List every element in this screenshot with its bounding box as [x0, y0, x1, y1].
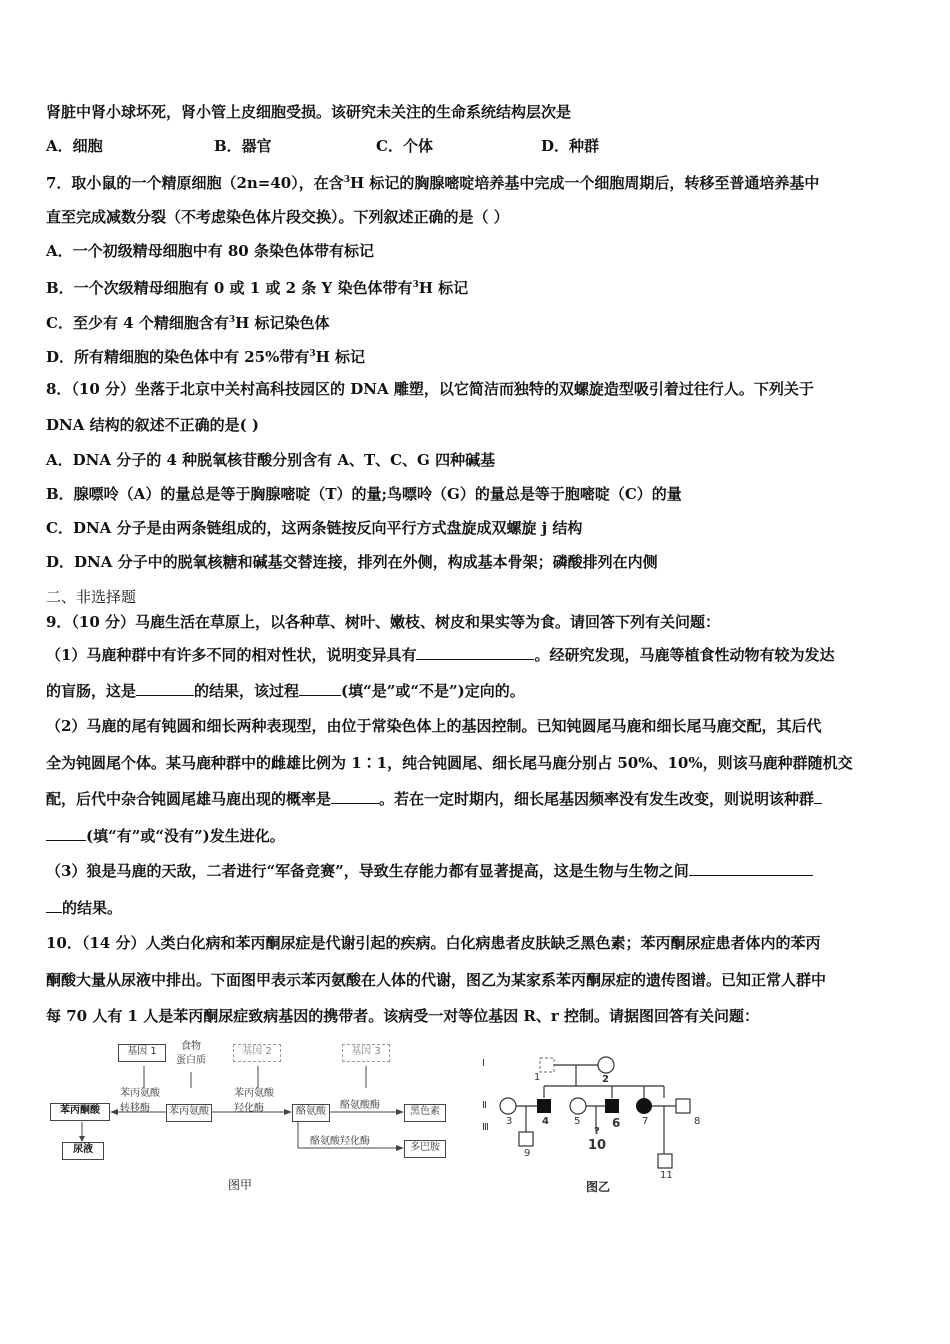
label-11: 11 — [660, 1170, 673, 1181]
q9-part3-line2: 的结果。 — [46, 898, 910, 918]
q9-part1-line1: （1）马鹿种群中有许多不同的相对性状，说明变异具有 。经研究发现，马鹿等植食性动物有较为发达 — [46, 646, 835, 664]
figure-a-caption: 图甲 — [228, 1178, 253, 1192]
figure-pedigree — [478, 1048, 718, 1200]
food-protein-box: 食物 蛋白质 — [172, 1040, 210, 1070]
phenylpyruvate-box: 苯丙酮酸 — [50, 1103, 110, 1121]
gene2-box: 基因 2 — [233, 1044, 281, 1062]
generation-iii: Ⅲ — [482, 1122, 489, 1133]
q7-stem-line2: 直至完成减数分裂（不考虑染色体片段交换）。下列叙述正确的是（ ） — [46, 208, 509, 226]
gene1-box: 基因 1 — [118, 1044, 166, 1062]
q9-part2-line1: （2）马鹿的尾有钝圆和细长两种表现型，由位于常染色体上的基因控制。已知钝圆尾马鹿和细长尾马鹿交配，其后代 — [46, 717, 822, 735]
gene3-box: 基因 3 — [342, 1044, 390, 1062]
q6-option-a[interactable]: A．细胞 — [46, 137, 103, 155]
q10-stem-line2: 酮酸大量从尿液中排出。下面图甲表示苯丙氨酸在人体的代谢，图乙为某家系苯丙酮尿症的遗传图谱。已知正常人群中 — [46, 971, 827, 989]
q8-option-a[interactable]: A．DNA 分子的 4 种脱氧核苷酸分别含有 A、T、C、G 四种碱基 — [46, 451, 496, 469]
q8-option-b[interactable]: B．腺嘌呤（A）的量总是等于胸腺嘧啶（T）的量;鸟嘌呤（G）的量总是等于胞嘧啶（C）的量 — [46, 485, 682, 503]
q9-part3-line1: （3）狼是马鹿的天敌，二者进行“军备竞赛”，导致生存能力都有显著提高，这是生物与生物之间 — [46, 861, 910, 881]
q6-option-b[interactable]: B．器官 — [214, 137, 272, 155]
label-9: 9 — [524, 1148, 531, 1159]
label-6: 6 — [612, 1116, 621, 1130]
individual-11 — [658, 1154, 672, 1168]
q7-stem-line1: 7．取小鼠的一个精原细胞（2n=40），在含$^3$H 标记的胸腺嘧啶培养基中完成一个细胞周期后，转移至普通培养基中 — [46, 174, 820, 192]
enzyme1-label: 苯丙氨酸 转移酶 — [120, 1088, 160, 1114]
q8-stem-line2: DNA 结构的叙述不正确的是( ) — [46, 416, 259, 434]
generation-i: Ⅰ — [482, 1058, 485, 1069]
q8-stem-line1: 8．（10 分）坐落于北京中关村高科技园区的 DNA 雕塑，以它简洁而独特的双螺旋造型吸引着过往行人。下列关于 — [46, 380, 814, 398]
enzyme3-label: 酪氨酸酶 — [340, 1100, 380, 1111]
tyrosine-box: 酪氨酸 — [292, 1104, 330, 1122]
figure-b-caption: 图乙 — [586, 1180, 611, 1194]
label-2: 2 — [602, 1074, 609, 1085]
answer-blank[interactable] — [689, 861, 813, 876]
q6-stem: 肾脏中肾小球坏死，肾小管上皮细胞受损。该研究未关注的生命系统结构层次是 — [46, 103, 572, 121]
label-8: 8 — [694, 1116, 701, 1127]
urine-box: 尿液 — [62, 1142, 104, 1160]
label-7: 7 — [642, 1116, 649, 1127]
phenylalanine-box: 苯丙氨酸 — [166, 1104, 212, 1122]
q7-option-a[interactable]: A．一个初级精母细胞中有 80 条染色体带有标记 — [46, 242, 374, 260]
q8-option-c[interactable]: C．DNA 分子是由两条链组成的，这两条链按反向平行方式盘旋成双螺旋 j 结构 — [46, 519, 583, 537]
individual-9 — [519, 1132, 533, 1146]
answer-blank[interactable] — [814, 789, 822, 804]
q8-option-d[interactable]: D．DNA 分子中的脱氧核糖和碱基交替连接，排列在外侧，构成基本骨架；磷酸排列在内侧 — [46, 553, 658, 571]
q7-option-c[interactable]: C．至少有 4 个精细胞含有$^3$H 标记染色体 — [46, 314, 330, 332]
q10-stem-line3: 每 70 人有 1 人是苯丙酮尿症致病基因的携带者。该病受一对等位基因 R、r 控制。请据图回答有关问题： — [46, 1007, 760, 1025]
q9-part2-line4: (填“有”或“没有”)发生进化。 — [46, 826, 910, 846]
q6-option-c[interactable]: C．个体 — [376, 137, 433, 155]
figure-metabolism-pathway — [48, 1040, 468, 1200]
answer-blank[interactable] — [46, 826, 86, 841]
individual-6 — [605, 1099, 619, 1113]
label-5: 5 — [574, 1116, 581, 1127]
label-4: 4 — [542, 1116, 549, 1127]
individual-i1 — [540, 1058, 554, 1072]
q9-stem: 9．（10 分）马鹿生活在草原上，以各种草、树叶、嫩枝、树皮和果实等为食。请回答下列有关问题： — [46, 613, 721, 631]
q10-stem-line1: 10．（14 分）人类白化病和苯丙酮尿症是代谢引起的疾病。白化病患者皮肤缺乏黑色素；苯丙酮尿症患者体内的苯丙 — [46, 934, 821, 952]
answer-blank[interactable] — [136, 681, 194, 696]
dopamine-box: 多巴胺 — [404, 1140, 446, 1158]
answer-blank[interactable] — [46, 898, 62, 913]
q9-part1-line2: 的盲肠，这是 的结果，该过程 (填“是”或“不是”)定向的。 — [46, 682, 525, 700]
section-heading: 二、非选择题 — [46, 588, 137, 606]
answer-blank[interactable] — [331, 789, 379, 804]
individual-7 — [636, 1098, 652, 1114]
answer-blank[interactable] — [416, 645, 534, 660]
enzyme4-label: 酪氨酸羟化酶 — [310, 1136, 370, 1147]
q7-option-d[interactable]: D．所有精细胞的染色体中有 25%带有$^3$H 标记 — [46, 348, 366, 366]
individual-8 — [676, 1099, 690, 1113]
individual-5 — [570, 1098, 586, 1114]
individual-3 — [500, 1098, 516, 1114]
individual-4 — [537, 1099, 551, 1113]
generation-ii: Ⅱ — [482, 1100, 487, 1111]
q9-part2-line2: 全为钝圆尾个体。某马鹿种群中的雌雄比例为 1∶1，纯合钝圆尾、细长尾马鹿分别占 50%、10%，则该马鹿种群随机交 — [46, 754, 853, 772]
question-mark: ? — [594, 1126, 600, 1137]
q6-option-d[interactable]: D．种群 — [541, 137, 600, 155]
individual-i2 — [598, 1057, 614, 1073]
q7-option-b[interactable]: B．一个次级精母细胞有 0 或 1 或 2 条 Y 染色体带有$^3$H 标记 — [46, 279, 469, 297]
answer-blank[interactable] — [299, 681, 341, 696]
label-3: 3 — [506, 1116, 513, 1127]
enzyme2-label: 苯丙氨酸 羟化酶 — [234, 1088, 274, 1114]
label-10: 10 — [588, 1138, 607, 1153]
q9-part2-line3: 配，后代中杂合钝圆尾雄马鹿出现的概率是 。若在一定时期内，细长尾基因频率没有发生改变，则说明该种群 — [46, 789, 910, 809]
label-1: 1 — [534, 1072, 541, 1083]
melanin-box: 黑色素 — [404, 1104, 446, 1122]
